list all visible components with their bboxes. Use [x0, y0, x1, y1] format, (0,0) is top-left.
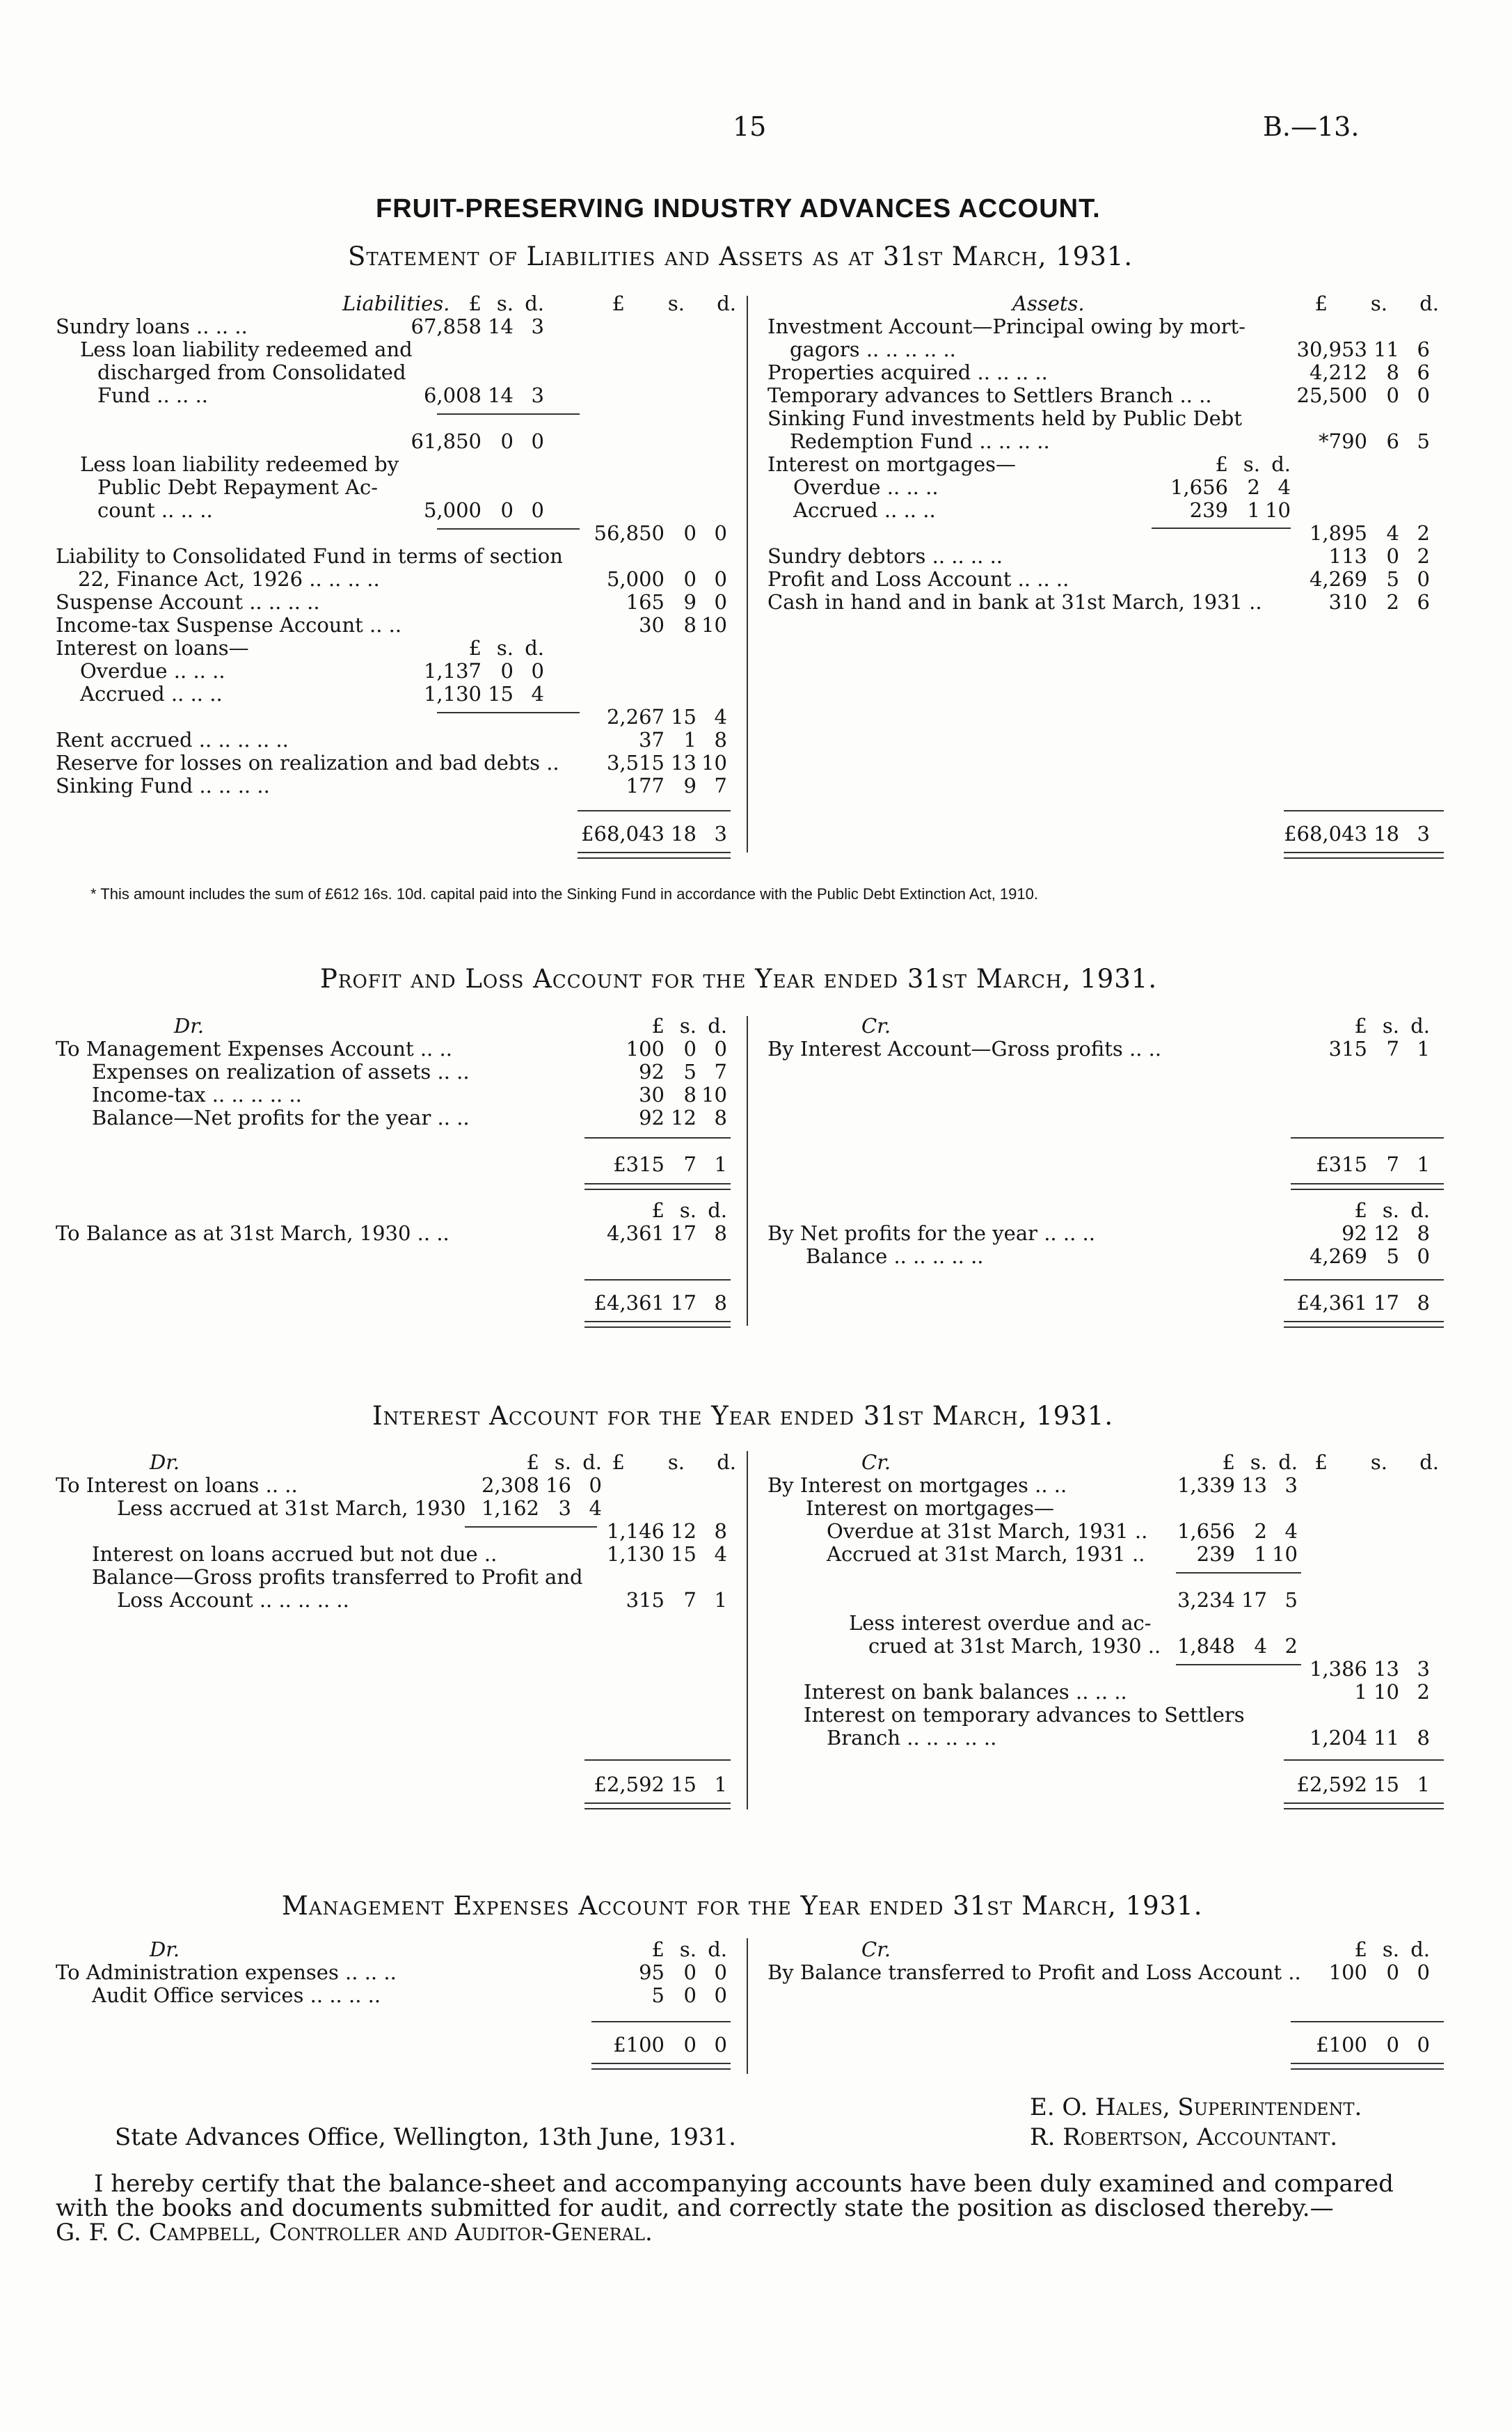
liab-line: Accrued .. .. ..: [80, 682, 223, 706]
asset-line: Temporary advances to Settlers Branch .. ..: [767, 383, 1212, 407]
amount: 3,234 17 5: [1177, 1588, 1298, 1612]
liab-line: Fund .. .. ..: [97, 383, 209, 407]
pl-dr-line: Expenses on realization of assets .. ..: [92, 1060, 470, 1084]
ia-cr-line: Less interest overdue and ac-: [849, 1611, 1152, 1635]
amount: 113 0 2: [1328, 544, 1430, 568]
double-rule: [591, 2063, 731, 2070]
pl-heading: Profit and Loss Account for the Year ended 31st March, 1931.: [320, 964, 1158, 994]
rule: [1284, 1279, 1444, 1281]
pl-dr2-total: £4,361 17 8: [594, 1291, 727, 1315]
certification-line: with the books and documents submitted for audit, and correctly state the position as disclosed thereby.—: [56, 2194, 1334, 2222]
amount: 2,267 15 4: [606, 705, 727, 729]
ia-dr-line: To Interest on loans .. ..: [56, 1473, 298, 1497]
amount: 100 0 0: [626, 1037, 727, 1061]
me-cr-col-header: £ s. d.: [1354, 1937, 1430, 1961]
rule: [1176, 1572, 1301, 1574]
rule: [437, 712, 580, 713]
liab-outer-col-header: £ s. d.: [612, 292, 736, 315]
amount: 1,656 2 4: [1177, 1519, 1298, 1543]
credit-label: Cr.: [861, 1450, 891, 1474]
liab-line: Liability to Consolidated Fund in terms of section: [56, 544, 563, 568]
rule: [437, 528, 580, 530]
liab-line: Sinking Fund .. .. .. ..: [56, 774, 270, 798]
me-dr-total: £100 0 0: [613, 2033, 727, 2056]
liab-line: Public Debt Repayment Ac-: [97, 475, 379, 499]
pl-dr2-line: To Balance as at 31st March, 1930 .. ..: [56, 1221, 449, 1245]
ia-cr-line: Interest on mortgages—: [806, 1496, 1055, 1520]
me-cr-total: £100 0 0: [1316, 2033, 1430, 2056]
page-title: FRUIT-PRESERVING INDUSTRY ADVANCES ACCOUNT.: [376, 194, 1101, 223]
asset-line: Sinking Fund investments held by Public Debt: [767, 406, 1242, 430]
me-dr-col-header: £ s. d.: [651, 1937, 727, 1961]
interest-heading: Interest Account for the Year ended 31st March, 1931.: [372, 1401, 1114, 1431]
me-heading: Management Expenses Account for the Year ended 31st March, 1931.: [282, 1891, 1203, 1921]
balance-sheet-heading: Statement of Liabilities and Assets as at 31st March, 1931.: [348, 241, 1133, 271]
amount: 1,656 2 4: [1170, 475, 1291, 499]
ia-cr-inner-header: £ s. d.: [1222, 1450, 1298, 1474]
amount: 95 0 0: [639, 1960, 727, 1984]
double-rule: [584, 1183, 731, 1190]
amount: 92 12 8: [1342, 1221, 1430, 1245]
liabilities-total: £68,043 18 3: [581, 822, 727, 846]
rule: [584, 1279, 731, 1281]
amount: 92 5 7: [639, 1060, 727, 1084]
asset-line: gagors .. .. .. .. ..: [790, 338, 956, 361]
debit-label: Dr.: [150, 1450, 180, 1474]
amount: 30 8 10: [639, 613, 727, 637]
amount: 1,848 4 2: [1177, 1634, 1298, 1658]
pl-dr2-col-header: £ s. d.: [651, 1198, 727, 1222]
amount: 5 0 0: [651, 1983, 727, 2007]
credit-label: Cr.: [861, 1937, 891, 1961]
ia-cr-line: Overdue at 31st March, 1931 ..: [827, 1519, 1148, 1543]
liab-line: Income-tax Suspense Account .. ..: [56, 613, 402, 637]
liab-line: Reserve for losses on realization and bad debts ..: [56, 751, 559, 775]
amount: 177 9 7: [626, 774, 727, 798]
amount: 1 10 2: [1354, 1680, 1430, 1704]
assets-total: £68,043 18 3: [1284, 822, 1430, 846]
footnote: * This amount includes the sum of £612 16s. 10d. capital paid into the Sinking Fund in accordance with the Public Debt Extinction Act, 1910.: [90, 885, 1038, 903]
credit-label: Cr.: [861, 1014, 891, 1038]
column-divider: [747, 1016, 748, 1326]
amount: 1,130 15 4: [423, 682, 544, 706]
liab-line: Sundry loans .. .. ..: [56, 315, 248, 338]
amount: 315 7 1: [626, 1588, 727, 1612]
amount: 4,269 5 0: [1309, 1244, 1430, 1268]
liab-line: count .. .. ..: [97, 498, 213, 522]
double-rule: [1284, 852, 1444, 859]
asset-line: Sundry debtors .. .. .. ..: [767, 544, 1003, 568]
amount: 5,000 0 0: [606, 567, 727, 591]
amount: 37 1 8: [639, 728, 727, 752]
amount: 1,146 12 8: [606, 1519, 727, 1543]
amount: £ s. d.: [1215, 452, 1291, 476]
auditor-signature: G. F. C. Campbell, Controller and Auditor-General.: [56, 2219, 653, 2246]
asset-line: Cash in hand and in bank at 31st March, 1931 ..: [767, 590, 1262, 614]
me-dr-line: Audit Office services .. .. .. ..: [92, 1983, 381, 2007]
pl-dr-total: £315 7 1: [613, 1152, 727, 1176]
asset-line: Redemption Fund .. .. .. ..: [790, 429, 1050, 453]
ia-cr-line: Accrued at 31st March, 1931 ..: [827, 1542, 1145, 1566]
liab-line: Suspense Account .. .. .. ..: [56, 590, 320, 614]
double-rule: [1291, 2063, 1444, 2070]
pl-cr2-col-header: £ s. d.: [1354, 1198, 1430, 1222]
pl-cr2-line: Balance .. .. .. .. ..: [806, 1244, 984, 1268]
certification-line: I hereby certify that the balance-sheet and accompanying accounts have been duly examined and compared: [94, 2170, 1394, 2198]
me-cr-line: By Balance transferred to Profit and Loss Account ..: [767, 1960, 1301, 1984]
liab-line: Less loan liability redeemed and: [80, 338, 413, 361]
pl-cr2-total: £4,361 17 8: [1296, 1291, 1430, 1315]
amount: 4,269 5 0: [1309, 567, 1430, 591]
ia-dr-line: Less accrued at 31st March, 1930: [117, 1496, 466, 1520]
amount: 25,500 0 0: [1296, 383, 1430, 407]
amount: *790 6 5: [1319, 429, 1430, 453]
ia-dr-line: Interest on loans accrued but not due ..: [92, 1542, 498, 1566]
double-rule: [584, 1321, 731, 1328]
liabilities-heading: Liabilities.: [342, 292, 450, 315]
amount: 1,204 11 8: [1309, 1726, 1430, 1750]
ia-cr-outer-header: £ s. d.: [1314, 1450, 1439, 1474]
document-ref: B.—13.: [1263, 111, 1360, 142]
ia-dr-outer-header: £ s. d.: [612, 1450, 736, 1474]
amount: 310 2 6: [1328, 590, 1430, 614]
liab-line: Less loan liability redeemed by: [80, 452, 399, 476]
ia-cr-line: Interest on temporary advances to Settlers: [804, 1703, 1245, 1727]
signature-accountant: R. Robertson, Accountant.: [1030, 2123, 1338, 2151]
amount: 100 0 0: [1328, 1960, 1430, 1984]
double-rule: [584, 1802, 731, 1809]
liab-line: discharged from Consolidated: [97, 360, 406, 384]
signature-superintendent: E. O. Hales, Superintendent.: [1030, 2093, 1362, 2121]
liab-line: Interest on loans—: [56, 636, 249, 660]
amount: 6,008 14 3: [423, 383, 544, 407]
ia-dr-line: Loss Account .. .. .. .. ..: [117, 1588, 349, 1612]
amount: 30 8 10: [639, 1083, 727, 1107]
rule: [578, 810, 731, 811]
pl-dr-line: Balance—Net profits for the year .. ..: [92, 1106, 470, 1130]
column-divider: [747, 1451, 748, 1809]
assets-heading: Assets.: [1012, 292, 1085, 315]
amount: 2,308 16 0: [481, 1473, 602, 1497]
amount: 92 12 8: [639, 1106, 727, 1130]
ia-cr-line: Branch .. .. .. .. ..: [827, 1726, 997, 1750]
amount: 1,895 4 2: [1309, 521, 1430, 545]
rule: [1284, 810, 1444, 811]
rule: [584, 1759, 731, 1761]
ia-cr-total: £2,592 15 1: [1296, 1773, 1430, 1796]
ia-dr-inner-header: £ s. d.: [526, 1450, 602, 1474]
amount: 56,850 0 0: [594, 521, 727, 545]
amount: 5,000 0 0: [423, 498, 544, 522]
amount: 315 7 1: [1328, 1037, 1430, 1061]
pl-cr-col-header: £ s. d.: [1354, 1014, 1430, 1038]
asset-line: Investment Account—Principal owing by mort-: [767, 315, 1246, 338]
amount: 239 1 10: [1189, 498, 1291, 522]
asset-line: Properties acquired .. .. .. ..: [767, 360, 1048, 384]
amount: 239 1 10: [1196, 1542, 1298, 1566]
double-rule: [578, 852, 731, 859]
amount: £ s. d.: [468, 636, 544, 660]
amount: 1,386 13 3: [1309, 1657, 1430, 1681]
amount: 1,162 3 4: [481, 1496, 602, 1520]
ia-cr-line: Interest on bank balances .. .. ..: [804, 1680, 1127, 1704]
column-divider: [747, 296, 748, 853]
amount: 165 9 0: [626, 590, 727, 614]
liab-line: Overdue .. .. ..: [80, 659, 225, 683]
pl-cr2-line: By Net profits for the year .. .. ..: [767, 1221, 1095, 1245]
pl-dr-line: Income-tax .. .. .. .. ..: [92, 1083, 302, 1107]
amount: 67,858 14 3: [411, 315, 544, 338]
amount: 1,339 13 3: [1177, 1473, 1298, 1497]
debit-label: Dr.: [150, 1937, 180, 1961]
double-rule: [1291, 1183, 1444, 1190]
liab-line: 22, Finance Act, 1926 .. .. .. ..: [78, 567, 380, 591]
ia-cr-line: crued at 31st March, 1930 ..: [868, 1634, 1161, 1658]
rule: [437, 413, 580, 415]
rule: [584, 1137, 731, 1139]
pl-dr-col-header: £ s. d.: [651, 1014, 727, 1038]
asset-line: Overdue .. .. ..: [793, 475, 939, 499]
me-dr-line: To Administration expenses .. .. ..: [56, 1960, 397, 1984]
ia-dr-line: Balance—Gross profits transferred to Profit and: [92, 1565, 583, 1589]
debit-label: Dr.: [174, 1014, 205, 1038]
rule: [591, 2021, 731, 2022]
office-date: State Advances Office, Wellington, 13th June, 1931.: [115, 2123, 736, 2151]
double-rule: [1284, 1802, 1444, 1809]
pl-cr-line: By Interest Account—Gross profits .. ..: [767, 1037, 1162, 1061]
amount: 1,137 0 0: [423, 659, 544, 683]
amount: 3,515 13 10: [606, 751, 727, 775]
rule: [1291, 2021, 1444, 2022]
amount: 4,212 8 6: [1309, 360, 1430, 384]
amount: 4,361 17 8: [606, 1221, 727, 1245]
page-number: 15: [733, 111, 767, 142]
amount: 30,953 11 6: [1296, 338, 1430, 361]
amount: 61,850 0 0: [411, 429, 544, 453]
pl-dr-line: To Management Expenses Account .. ..: [56, 1037, 452, 1061]
ia-cr-line: By Interest on mortgages .. ..: [767, 1473, 1067, 1497]
assets-col-header: £ s. d.: [1314, 292, 1439, 315]
liab-inner-col-header: £ s. d.: [468, 292, 544, 315]
asset-line: Profit and Loss Account .. .. ..: [767, 567, 1069, 591]
asset-line: Interest on mortgages—: [767, 452, 1017, 476]
asset-line: Accrued .. .. ..: [793, 498, 936, 522]
amount: 1,130 15 4: [606, 1542, 727, 1566]
rule: [1284, 1759, 1444, 1761]
column-divider: [747, 1938, 748, 2074]
double-rule: [1284, 1321, 1444, 1328]
ia-dr-total: £2,592 15 1: [594, 1773, 727, 1796]
liab-line: Rent accrued .. .. .. .. ..: [56, 728, 289, 752]
pl-cr-total: £315 7 1: [1316, 1152, 1430, 1176]
rule: [1291, 1137, 1444, 1139]
